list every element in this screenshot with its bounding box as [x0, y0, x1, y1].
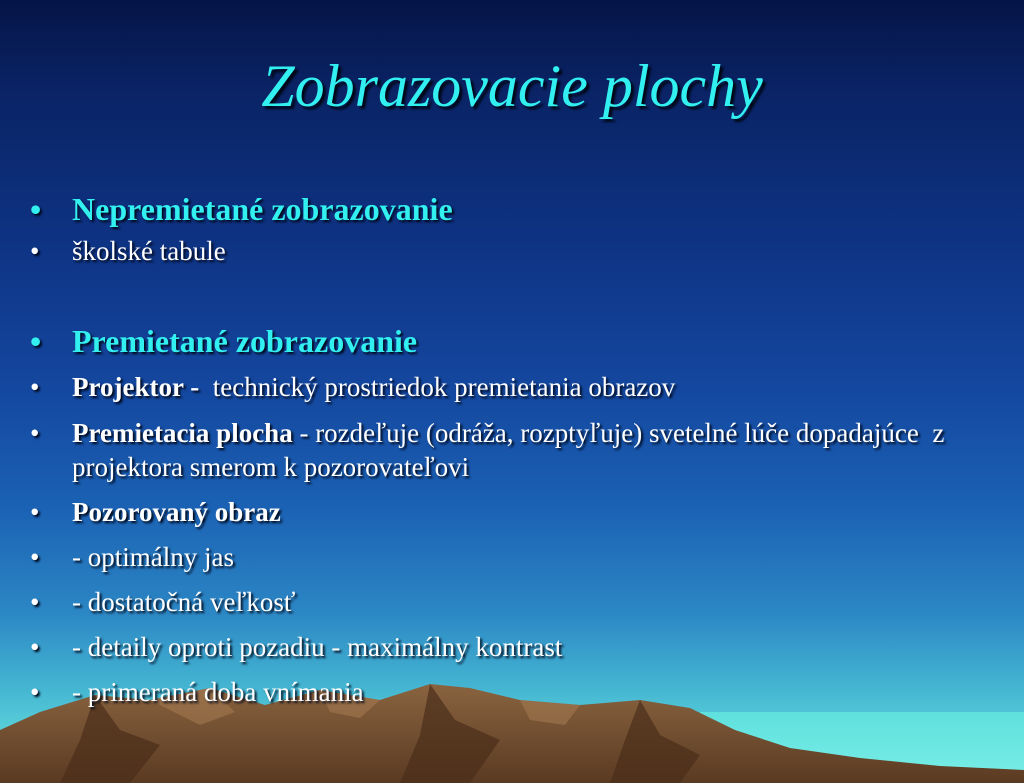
bullet-icon: •	[30, 587, 40, 617]
bullet-icon: •	[30, 542, 40, 572]
item-text: - dostatočná veľkosť	[72, 587, 296, 617]
item-bold-text: Projektor -	[72, 372, 200, 402]
list-item	[30, 675, 1010, 709]
list-item	[30, 585, 1010, 619]
list-item	[30, 495, 1010, 529]
item-bold-text: Pozorovaný obraz	[72, 497, 281, 527]
list-item	[30, 540, 1010, 574]
bullet-icon: •	[30, 323, 42, 359]
bullet-icon: •	[30, 632, 40, 662]
item-bold-text: Premietacia plocha	[72, 418, 293, 448]
item-text: - rozdeľuje (odráža, rozptyľuje) svetelné lúče dopadajúce z projektora smerom k pozorovateľovi	[72, 418, 952, 482]
item-text: školské tabule	[72, 236, 226, 266]
heading-text: Nepremietané zobrazovanie	[72, 191, 453, 227]
bullet-list	[30, 188, 1010, 709]
bullet-icon: •	[30, 191, 42, 227]
bullet-icon: •	[30, 236, 40, 266]
item-text: - optimálny jas	[72, 542, 234, 572]
list-item	[30, 630, 1010, 664]
item-text: technický prostriedok premietania obrazov	[199, 372, 676, 402]
list-item	[30, 320, 1010, 362]
slide-title: Zobrazovacie plochy	[261, 53, 763, 119]
item-text: - primeraná doba vnímania	[72, 677, 364, 707]
list-item	[30, 188, 1010, 230]
bullet-icon: •	[30, 677, 40, 707]
list-item	[30, 416, 1010, 484]
bullet-icon: •	[30, 497, 40, 527]
list-item	[30, 234, 1010, 268]
bullet-icon: •	[30, 372, 40, 402]
item-text: - detaily oproti pozadiu - maximálny kontrast	[72, 632, 563, 662]
list-item	[30, 370, 1010, 404]
heading-text: Premietané zobrazovanie	[72, 323, 418, 359]
bullet-icon: •	[30, 418, 40, 448]
